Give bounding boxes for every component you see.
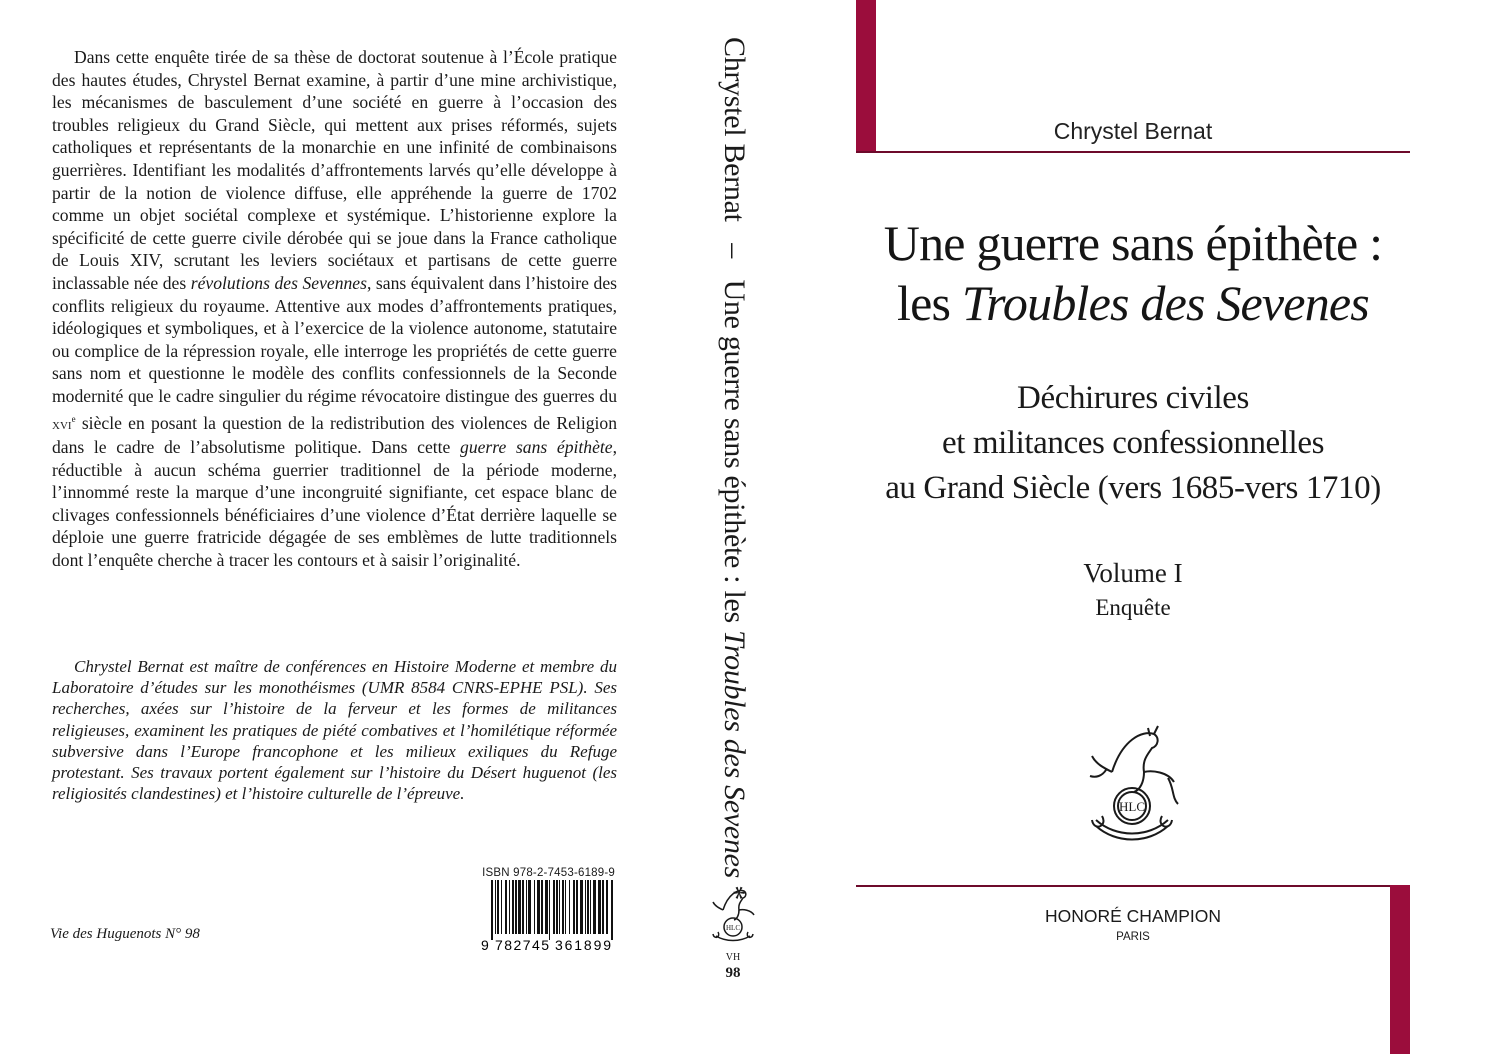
barcode-bar xyxy=(562,880,564,934)
barcode-bar xyxy=(522,880,524,934)
front-title-prefix: les xyxy=(897,275,962,331)
barcode-icon xyxy=(481,880,621,952)
blurb-italic-text: guerre sans épithète xyxy=(460,436,613,457)
logo-monogram: HLC xyxy=(726,924,740,932)
barcode-bar xyxy=(590,880,591,934)
spine-title xyxy=(716,37,752,900)
barcode-bar xyxy=(556,880,558,934)
spine-author: Chrystel Bernat xyxy=(718,37,751,222)
blurb-century-sup: e xyxy=(71,413,76,424)
barcode-bar xyxy=(598,880,601,934)
barcode-right-digits: 361899 xyxy=(555,937,611,952)
barcode-bar xyxy=(585,880,586,934)
barcode-bar xyxy=(602,880,604,934)
barcode-bar xyxy=(593,880,596,934)
volume-subtitle: Enquête xyxy=(1095,595,1171,620)
publisher-name: HONORÉ CHAMPION xyxy=(1045,906,1221,926)
barcode-bar xyxy=(495,880,496,934)
spine-series-code: VH xyxy=(725,952,741,963)
barcode-bar xyxy=(580,880,583,934)
barcode-bar xyxy=(518,880,521,934)
barcode-bar xyxy=(559,880,560,934)
blurb-text: siècle en posant la question de la redistribution des violences de Religion dans le cadre de l’absolutisme politique. Dans cette xyxy=(52,412,617,457)
blurb-italic-text: révolutions des Sevennes xyxy=(190,272,367,293)
author-biography: Chrystel Bernat est maître de conférences en Histoire Moderne et membre du Laboratoire d’études sur les monothéismes (UMR 8584 CNRS-EPHE PSL). Ses recherches, axées sur l’histoire de la ferveur et les formes de militances religieuses, examinent les pratiques de piété combatives et l’homilétique réformée subversive dans l’Europe francophone et les milieux exiliques du Refuge protestant. Ses travaux portent également sur l’histoire du Désert huguenot (les religiosités clandestines) et l’histoire culturelle de l’épreuve. xyxy=(52,657,617,804)
volume-number: Volume I xyxy=(1083,558,1183,588)
spine-separator: – xyxy=(718,243,751,258)
barcode-bar xyxy=(512,880,514,934)
blurb-text: , sans équivalent dans l’histoire des conflits religieux du royaume. Attentive aux modes d’affrontements pratiques, idéologiques et symboliques, et à l’exercice de la violence autonome, statutaire ou complice de la répression royale, elle interroge les propriétés de cette guerre sans nom et questionne le modèle des conflits confessionnels de la Seconde modernité que le cadre singulier du régime révocatoire distingue des guerres du xyxy=(52,272,617,406)
front-subtitle-line1: Déchirures civiles xyxy=(1017,380,1249,416)
barcode-bar xyxy=(515,880,517,934)
barcode-left-digits: 782745 xyxy=(495,937,549,952)
barcode-bar xyxy=(576,880,578,934)
front-title-line1: Une guerre sans épithète : xyxy=(883,215,1383,271)
barcode-bar xyxy=(541,880,543,934)
spine-title-text: Une guerre sans épithète : les xyxy=(718,279,751,631)
blurb-century: xvi xyxy=(52,416,72,433)
barcode-bar xyxy=(606,880,608,934)
front-title-italic: Troubles des Sevenes xyxy=(961,275,1369,331)
barcode-bar xyxy=(505,880,507,934)
barcode-bar xyxy=(553,880,555,934)
barcode-bar xyxy=(491,880,493,940)
publisher-horse-logo-icon xyxy=(708,884,758,946)
rule-top xyxy=(856,151,1410,153)
spine-series-number: 98 xyxy=(725,965,741,981)
publisher-horse-logo-icon xyxy=(1077,720,1187,844)
front-subtitle-line3: au Grand Siècle (vers 1685-vers 1710) xyxy=(885,470,1381,506)
barcode-bar xyxy=(565,880,566,934)
blurb-text: Dans cette enquête tirée de sa thèse de doctorat soutenue à l’École pratique des hautes études, Chrystel Bernat examine, à partir d’une mine archivistique, les mécanismes de basculement d’une société en guerre à l’occasion des troubles religieux du Grand Siècle, qui mettent aux prises réformés, sujets catholiques et représentants de la monarchie en une infinité de combinaisons guerrières. Identifiant les modalités d’affrontements larvés qu’elle développe à partir de la notion de violence diffuse, elle appréhende la guerre de 1702 comme un objet sociétal complexe et systémique. L’historienne explore la spécificité de cette guerre civile dérobée qui se joue dans la France catholique de Louis XIV, scrutant les leviers sociétaux et partisans de cette guerre inclassable née des xyxy=(52,47,617,293)
spine-volume-asterisk: * xyxy=(718,885,751,900)
barcode-bar xyxy=(549,880,550,940)
barcode-bar xyxy=(537,880,540,934)
barcode-bar xyxy=(509,880,510,934)
spine-title-italic: Troubles des Sevenes xyxy=(718,630,751,878)
barcode-bar xyxy=(569,880,570,934)
back-cover-blurb xyxy=(52,46,617,572)
barcode-bar xyxy=(534,880,535,934)
barcode-bar xyxy=(497,880,499,934)
barcode-first-digit: 9 xyxy=(481,937,489,952)
barcode-bar xyxy=(528,880,531,934)
isbn-barcode xyxy=(481,866,621,952)
publisher-city: PARIS xyxy=(1116,931,1150,943)
barcode-bar xyxy=(573,880,575,934)
barcode-bar xyxy=(501,880,502,934)
barcode-bar xyxy=(545,880,548,934)
barcode-bar xyxy=(611,880,613,940)
barcode-bar xyxy=(587,880,589,934)
rule-bottom xyxy=(856,885,1410,887)
isbn-number: ISBN 978-2-7453-6189-9 xyxy=(482,867,615,879)
front-author: Chrystel Bernat xyxy=(1053,118,1213,144)
front-title-line2 xyxy=(848,274,1418,332)
front-subtitle-line2: et militances confessionnelles xyxy=(941,425,1325,461)
series-label: Vie des Huguenots N° 98 xyxy=(50,926,200,942)
barcode-bar xyxy=(526,880,527,934)
blurb-text: , réductible à aucun schéma guerrier traditionnel de la période moderne, l’innommé reste la marque d’une incongruité signifiante, cet espace blanc de clivages confessionnels bénéficiaires d’une violence d’État derrière laquelle se déploie une guerre fratricide dégagée de ses emblèmes de lutte traditionnels dont l’enquête cherche à tracer les contours et à saisir l’originalité. xyxy=(52,436,617,570)
logo-monogram: HLC xyxy=(1119,799,1145,814)
